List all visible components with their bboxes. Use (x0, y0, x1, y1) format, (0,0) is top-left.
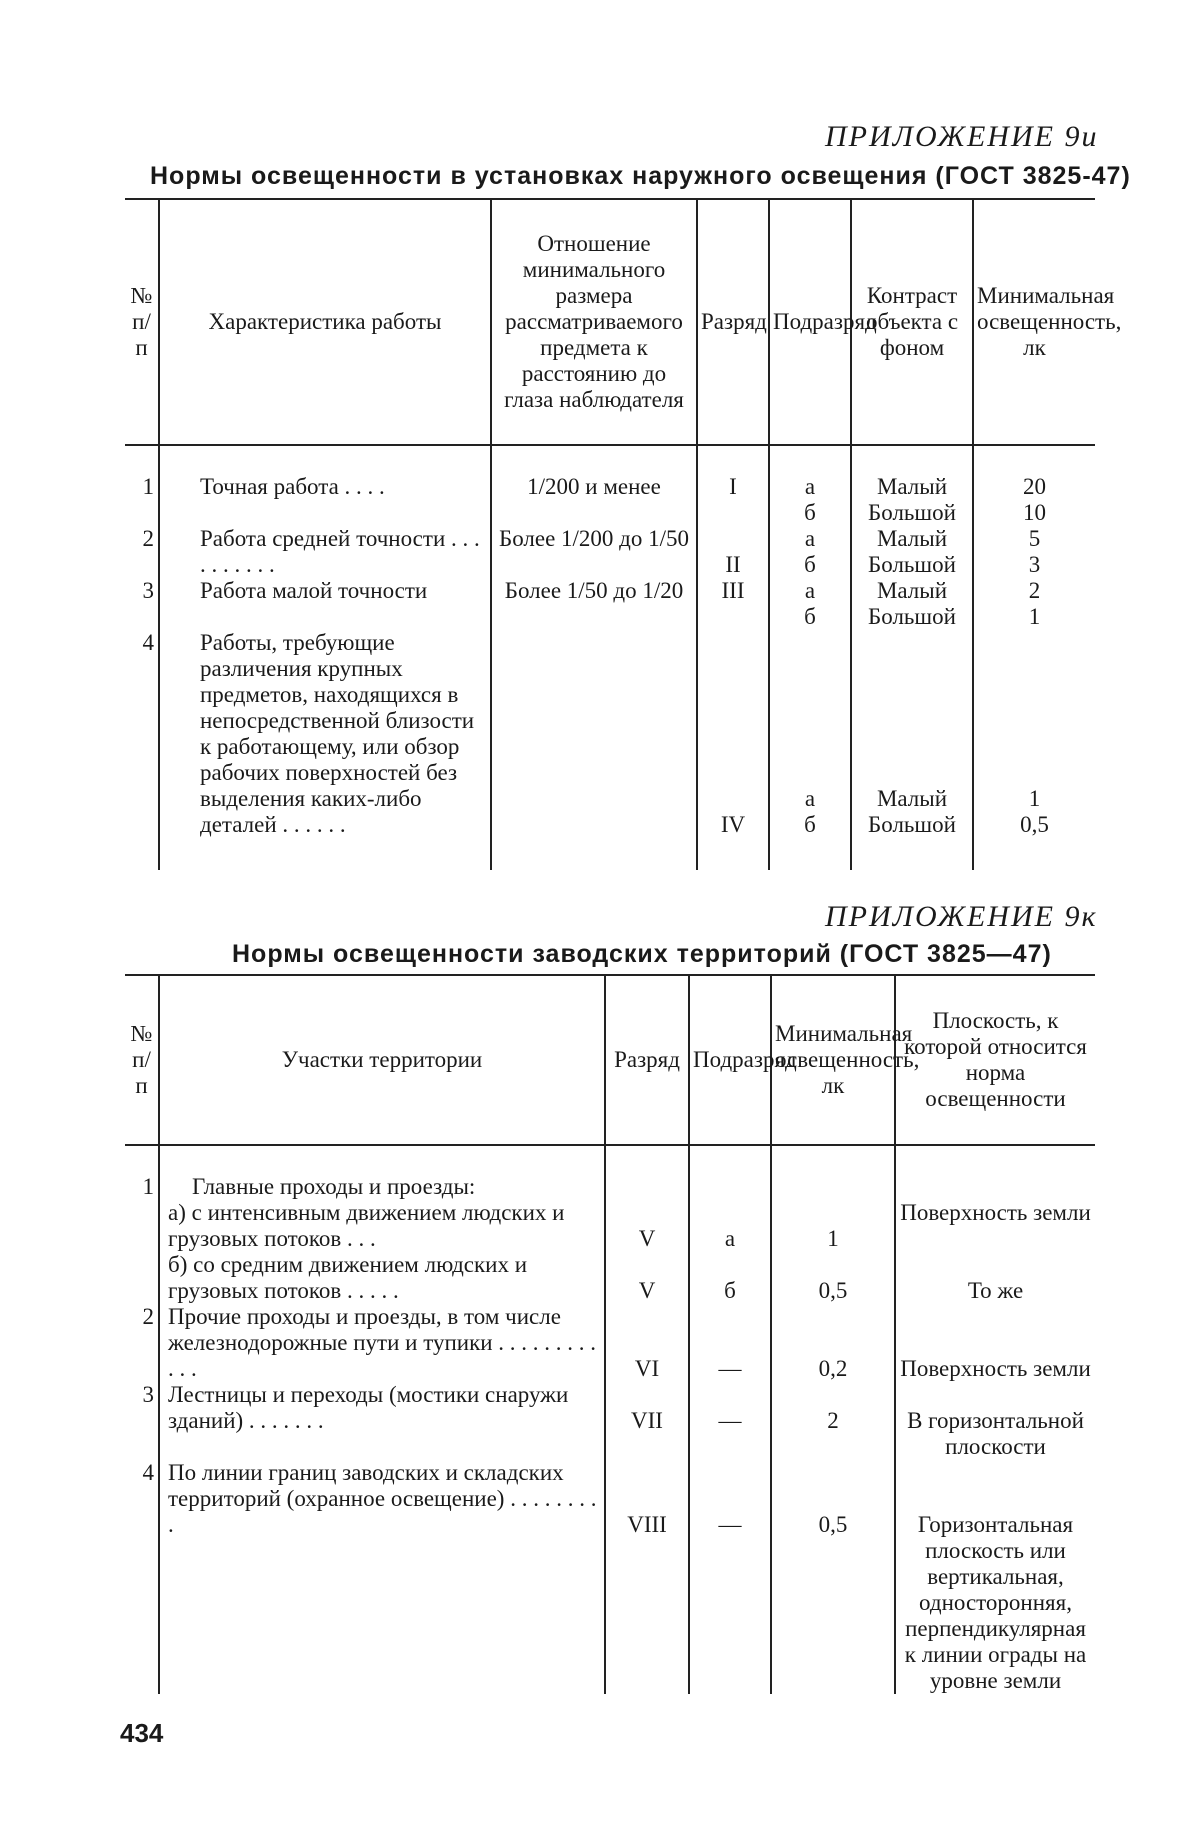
row-subcategory: — (689, 1304, 771, 1382)
header-category: Разряд (605, 975, 689, 1145)
table-row (125, 445, 1095, 526)
row-illumination (771, 1145, 895, 1200)
row-subcategory: б (689, 1252, 771, 1304)
row-ratio: Более 1/50 до 1/20 (491, 578, 697, 630)
row-category: IV (697, 630, 769, 870)
table-row (125, 1200, 1095, 1252)
row-contrast: Малый Большой (851, 578, 973, 630)
row-illumination: 5 3 (973, 526, 1095, 578)
row-contrast: Малый Большой (851, 445, 973, 526)
header-ratio: Отношение минимального размера рассматриваемого предмета к расстоянию до глаза наблюдателя (491, 199, 697, 445)
row-category: II (697, 526, 769, 578)
row-num: 4 (142, 630, 154, 655)
row-illumination: 1 0,5 (973, 630, 1095, 870)
row-subcategory: а б (769, 578, 851, 630)
row-area: Лестницы и переходы (мостики снаружи зданий) . . . . . . . (159, 1382, 605, 1460)
header-category: Разряд (697, 199, 769, 445)
row-num: 4 (142, 1460, 154, 1485)
row-contrast: Малый Большой (851, 526, 973, 578)
row-category: V (605, 1252, 689, 1304)
page-number: 434 (120, 1718, 164, 1748)
row-area: Прочие проходы и проезды, в том числе железнодорожные пути и тупики . . . . . . . . . . . . (159, 1304, 605, 1382)
header-area: Участки территории (159, 975, 605, 1145)
row-plane: Поверхность земли (895, 1304, 1095, 1382)
row-subcategory: а б (769, 526, 851, 578)
row-work: Работы, требующие различения крупных предметов, находящихся в непосредственной близости к работающему, или обзор рабочих поверхностей без выделения каких-либо деталей . . . . . . (159, 630, 491, 870)
row-num: 1 (142, 1174, 154, 1199)
row-category: VIII (605, 1460, 689, 1694)
header-illumination: Минимальная освещенность, лк (771, 975, 895, 1145)
row-ratio: 1/200 и менее (491, 445, 697, 526)
row-illumination: 2 (771, 1382, 895, 1460)
row-plane: Горизонтальная плоскость или вертикальная, односторонняя, перпендикулярная к линии ограды на уровне земли (895, 1460, 1095, 1694)
row-illumination: 0,2 (771, 1304, 895, 1382)
row-plane: То же (895, 1252, 1095, 1304)
row-category: III (697, 578, 769, 630)
table-header-row (125, 199, 1095, 445)
header-num: № п/п (125, 199, 159, 445)
table-row (125, 1382, 1095, 1460)
header-num: № п/п (125, 975, 159, 1145)
table-row (125, 1145, 1095, 1200)
row-illumination: 0,5 (771, 1252, 895, 1304)
appendix-9i-label: ПРИЛОЖЕНИЕ 9и (825, 120, 1099, 153)
row-subcategory (689, 1145, 771, 1200)
row-plane (895, 1145, 1095, 1200)
row-illumination: 0,5 (771, 1460, 895, 1694)
row-category: VI (605, 1304, 689, 1382)
row-subcategory: а (689, 1200, 771, 1252)
row-ratio (491, 630, 697, 870)
appendix-9i-title: Нормы освещенности в установках наружного освещения (ГОСТ 3825-47) (150, 162, 1131, 190)
row-subcategory: — (689, 1382, 771, 1460)
row-num: 2 (142, 526, 154, 551)
row-illumination: 2 1 (973, 578, 1095, 630)
header-contrast: Контраст объекта с фоном (851, 199, 973, 445)
row-work: Работа средней точности . . . . . . . . . . (159, 526, 491, 578)
row-num (125, 1252, 159, 1304)
row-num: 1 (142, 474, 154, 499)
table-row (125, 578, 1095, 630)
header-plane: Плоскость, к которой относится норма освещенности (895, 975, 1095, 1145)
row-plane: В горизонтальной плоскости (895, 1382, 1095, 1460)
header-illumination: Минимальная освещенность, лк (973, 199, 1095, 445)
row-illumination: 1 (771, 1200, 895, 1252)
row-category (605, 1145, 689, 1200)
table-row (125, 1460, 1095, 1694)
row-area: Главные проходы и проезды: (159, 1145, 605, 1200)
row-num: 2 (142, 1304, 154, 1329)
row-subcategory: — (689, 1460, 771, 1694)
table-row (125, 526, 1095, 578)
row-ratio: Более 1/200 до 1/50 (491, 526, 697, 578)
header-subcategory: Подразряд (689, 975, 771, 1145)
appendix-9k-title: Нормы освещенности заводских территорий (ГОСТ 3825—47) (232, 940, 1052, 968)
row-subcategory: а б (769, 630, 851, 870)
header-work: Характеристика работы (159, 199, 491, 445)
row-illumination: 20 10 (973, 445, 1095, 526)
illumination-table-outdoor (125, 198, 1122, 870)
row-category: I (697, 445, 769, 526)
row-category: V (605, 1200, 689, 1252)
row-area: По линии границ заводских и складских территорий (охранное освещение) . . . . . . . . . (159, 1460, 605, 1694)
illumination-table-factory (125, 974, 1095, 1694)
row-area: б) со средним движением людских и грузовых потоков . . . . . (159, 1252, 605, 1304)
header-subcategory: Подразряд (769, 199, 851, 445)
table-row (125, 1252, 1095, 1304)
appendix-9k-label: ПРИЛОЖЕНИЕ 9к (825, 900, 1098, 933)
row-num (125, 1200, 159, 1252)
row-work: Работа малой точности (159, 578, 491, 630)
row-plane: Поверхность земли (895, 1200, 1095, 1252)
table-row (125, 1304, 1095, 1382)
table-header-row (125, 975, 1095, 1145)
row-num: 3 (142, 1382, 154, 1407)
table-row (125, 630, 1095, 870)
row-contrast: Малый Большой (851, 630, 973, 870)
row-area: а) с интенсивным движением людских и грузовых потоков . . . (159, 1200, 605, 1252)
row-subcategory: а б (769, 445, 851, 526)
row-num: 3 (142, 578, 154, 603)
row-work: Точная работа . . . . (159, 445, 491, 526)
row-category: VII (605, 1382, 689, 1460)
